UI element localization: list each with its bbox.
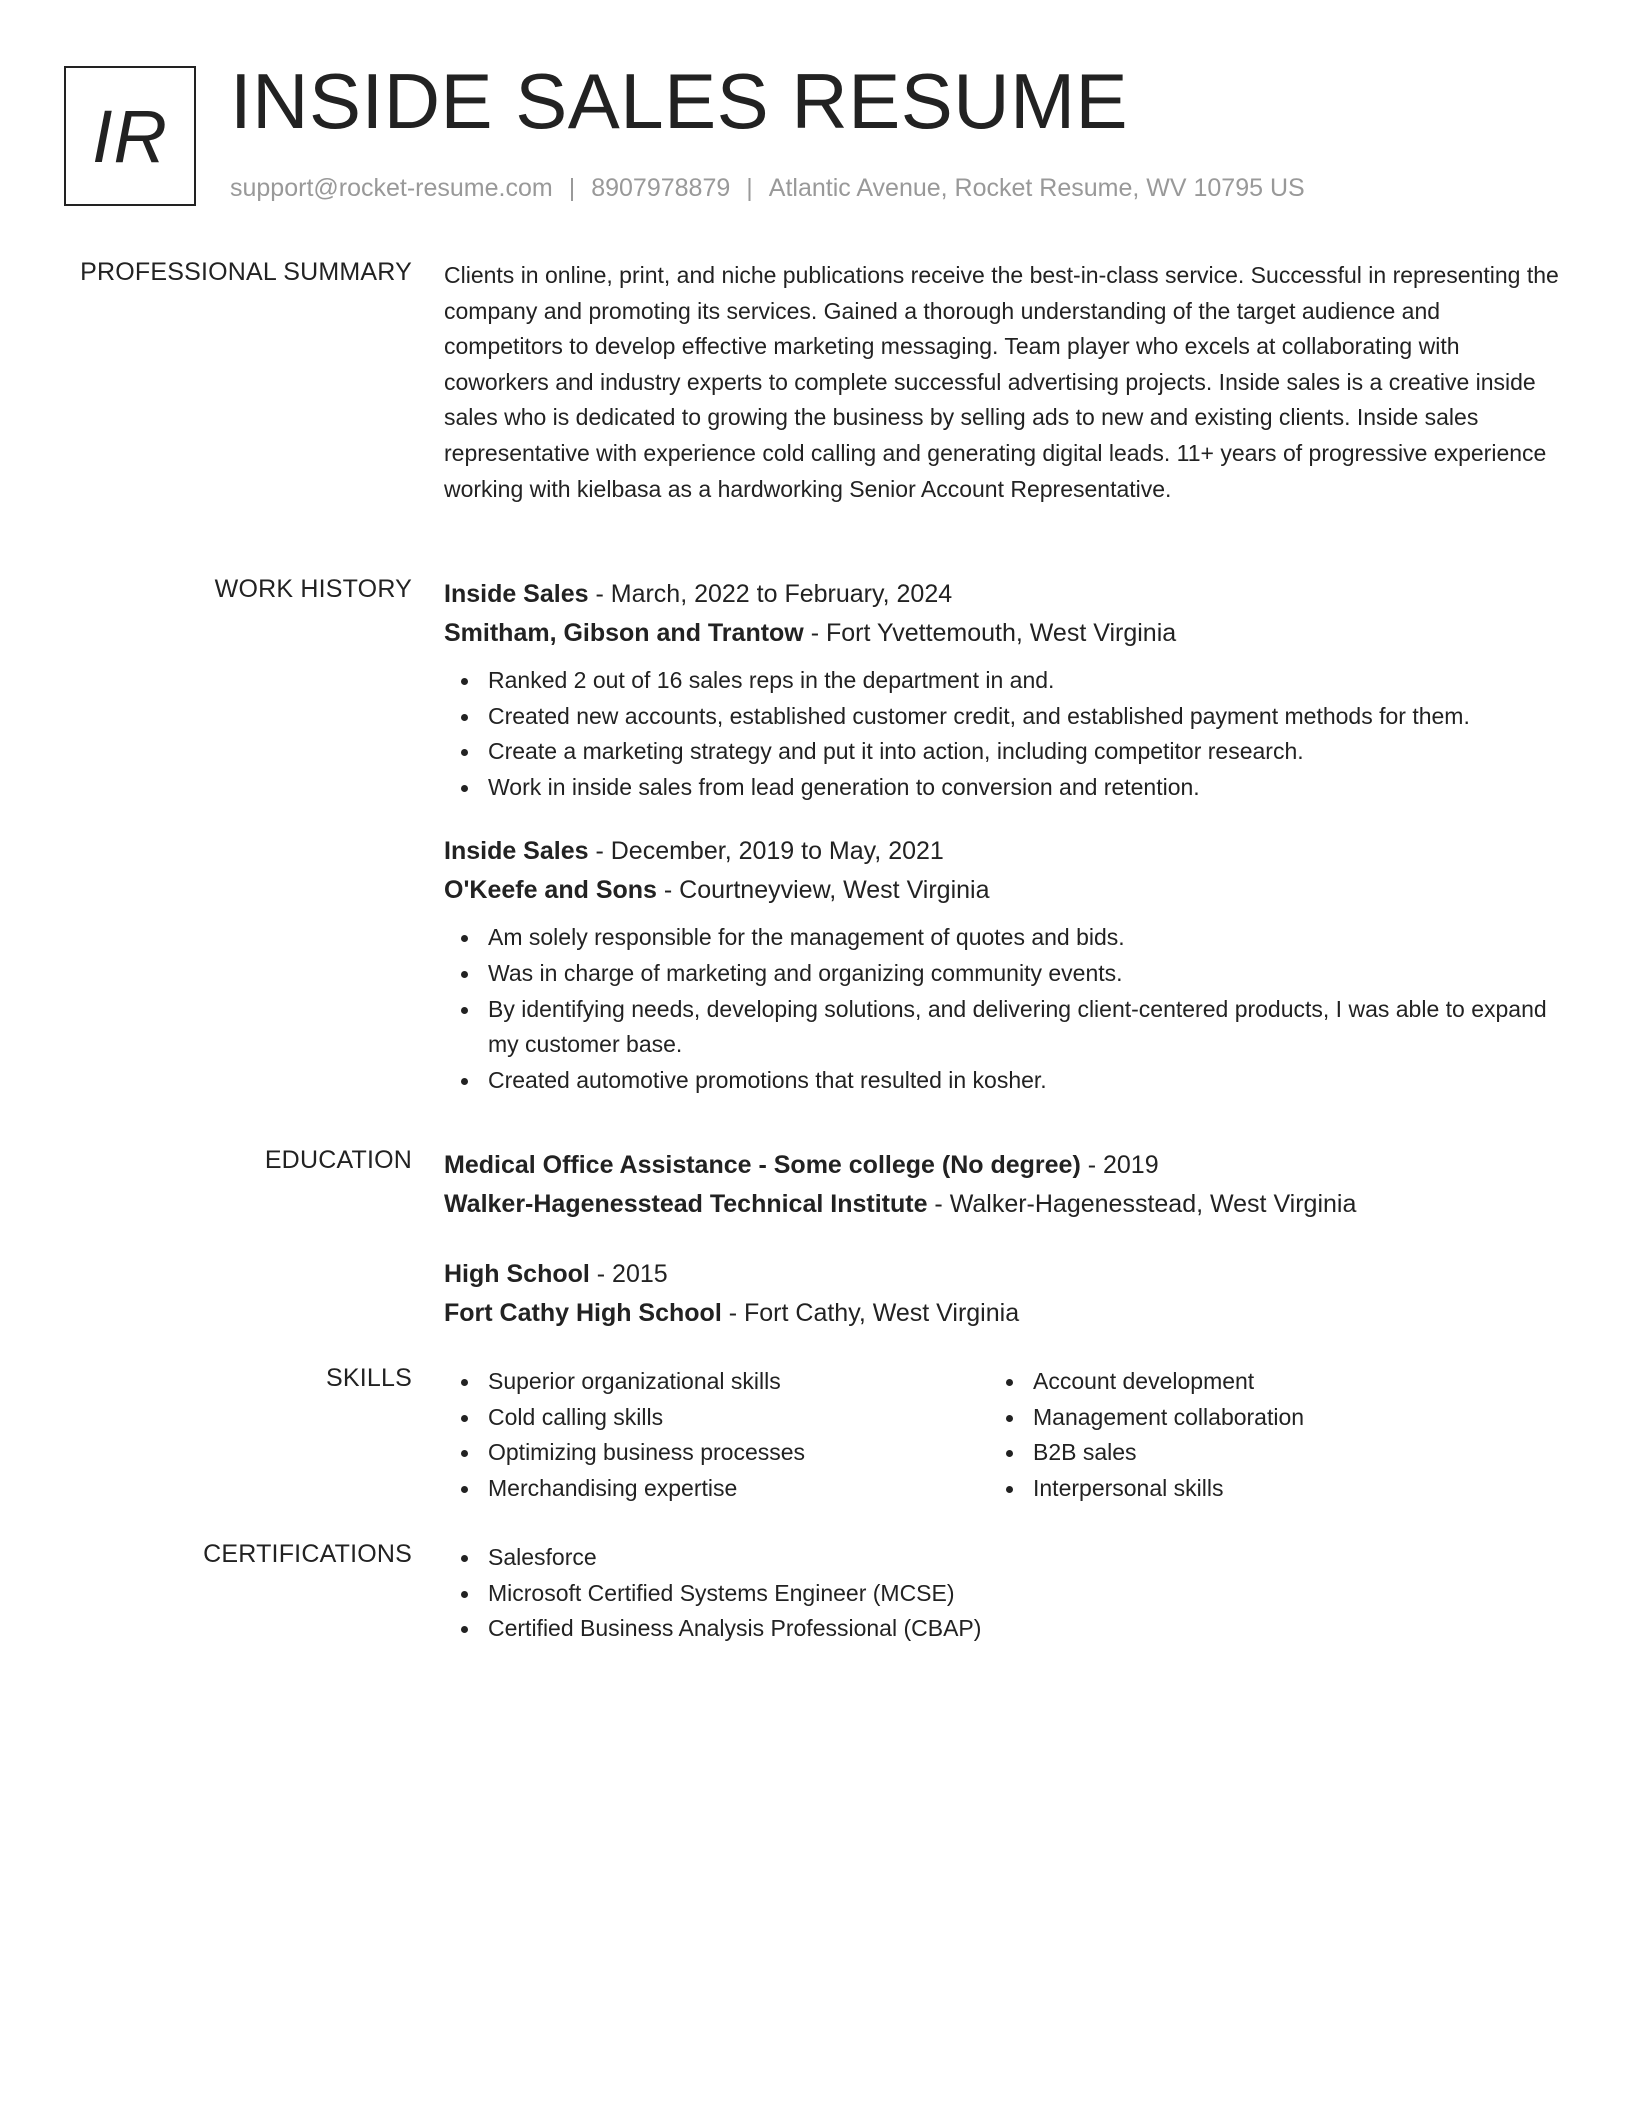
skills-column-left [444,1364,984,1506]
education-body [444,1146,1560,1333]
education-year: - 2019 [1080,1151,1159,1179]
skill-item: Cold calling skills [488,1400,984,1436]
job-dates: - March, 2022 to February, 2024 [588,580,953,608]
education-school-line [444,1294,1560,1333]
contact-separator: | [568,174,576,202]
job-company: Smitham, Gibson and Trantow [444,619,804,647]
job-entry [444,575,1560,805]
skill-item: B2B sales [1033,1435,1529,1471]
job-bullet: Work in inside sales from lead generation to conversion and retention. [488,770,1560,806]
education-degree-line [444,1255,1560,1294]
education-school-line [444,1185,1560,1224]
job-bullet: Created automotive promotions that resulted in kosher. [488,1063,1560,1099]
education-location: - Fort Cathy, West Virginia [721,1299,1020,1327]
work-history-body [444,575,1560,1098]
job-title-line [444,575,1560,614]
job-title-line [444,832,1560,871]
education-school: Walker-Hagenesstead Technical Institute [444,1190,928,1218]
job-bullets [444,663,1560,805]
contact-line [230,174,1305,203]
contact-separator: | [746,174,753,202]
section-label-skills: SKILLS [326,1364,412,1392]
skill-item: Account development [1033,1364,1529,1400]
education-year: - 2015 [589,1260,668,1288]
section-label-summary: PROFESSIONAL SUMMARY [80,258,412,286]
job-company-line [444,871,1560,910]
certification-item: Certified Business Analysis Professional (CBAP) [488,1611,1560,1647]
section-label-certifications: CERTIFICATIONS [203,1540,412,1568]
summary-body [444,258,1560,507]
job-company-line [444,614,1560,653]
skill-item: Optimizing business processes [488,1435,984,1471]
education-school: Fort Cathy High School [444,1299,722,1327]
job-title: Inside Sales [444,580,589,608]
skills-list-right [989,1364,1529,1506]
monogram-logo [64,66,196,206]
education-location: - Walker-Hagenesstead, West Virginia [927,1190,1357,1218]
education-entry [444,1255,1560,1333]
skill-item: Interpersonal skills [1033,1471,1529,1507]
certification-item: Microsoft Certified Systems Engineer (MCSE) [488,1576,1560,1612]
education-degree: High School [444,1260,590,1288]
job-title: Inside Sales [444,837,589,866]
job-location: - Courtneyview, West Virginia [656,876,990,905]
certifications-body [444,1540,1560,1647]
certifications-list [444,1540,1560,1647]
education-degree: Medical Office Assistance - Some college (No degree) [444,1151,1081,1179]
skill-item: Superior organizational skills [488,1364,984,1400]
contact-address: Atlantic Avenue, Rocket Resume, WV 10795 US [768,174,1305,202]
job-company: O'Keefe and Sons [444,876,657,905]
section-label-education: EDUCATION [264,1146,412,1174]
job-entry [444,832,1560,1098]
job-bullet: Create a marketing strategy and put it into action, including competitor research. [488,734,1560,770]
skills-list-left [444,1364,984,1506]
job-bullet: Am solely responsible for the management of quotes and bids. [488,920,1560,956]
job-bullet: By identifying needs, developing solutions, and delivering client-centered products, I was able to expand my customer base. [488,992,1560,1063]
skills-column-right [989,1364,1529,1506]
education-degree-line [444,1146,1560,1185]
skill-item: Management collaboration [1033,1400,1529,1436]
skill-item: Merchandising expertise [488,1471,984,1507]
job-location: - Fort Yvettemouth, West Virginia [803,619,1177,647]
contact-email: support@rocket-resume.com [230,174,553,202]
summary-text: Clients in online, print, and niche publications receive the best-in-class service. Successful in representing the company and promoting its services. Gained a thorough understanding of the target audience and competitors to develop effective marketing messaging. Team player who excels at collaborating with coworkers and industry experts to complete successful advertising projects. Inside sales is a creative inside sales who is dedicated to growing the business by selling ads to new and existing clients. Inside sales representative with experience cold calling and generating digital leads. 11+ years of progressive experience working with kielbasa as a hardworking Senior Account Representative. [444,262,1559,502]
certification-item: Salesforce [488,1540,1560,1576]
education-entry [444,1146,1560,1224]
job-bullet: Ranked 2 out of 16 sales reps in the department in and. [488,663,1560,699]
job-bullet: Was in charge of marketing and organizing community events. [488,956,1560,992]
resume-title: INSIDE SALES RESUME [230,57,1129,145]
job-bullet: Created new accounts, established customer credit, and established payment methods for them. [488,699,1560,735]
skills-body [444,1364,1560,1514]
job-dates: - December, 2019 to May, 2021 [588,837,944,866]
monogram-initials: IR [92,94,168,178]
section-label-work-history: WORK HISTORY [214,575,412,603]
contact-phone: 8907978879 [591,174,731,202]
job-bullets [444,920,1560,1098]
